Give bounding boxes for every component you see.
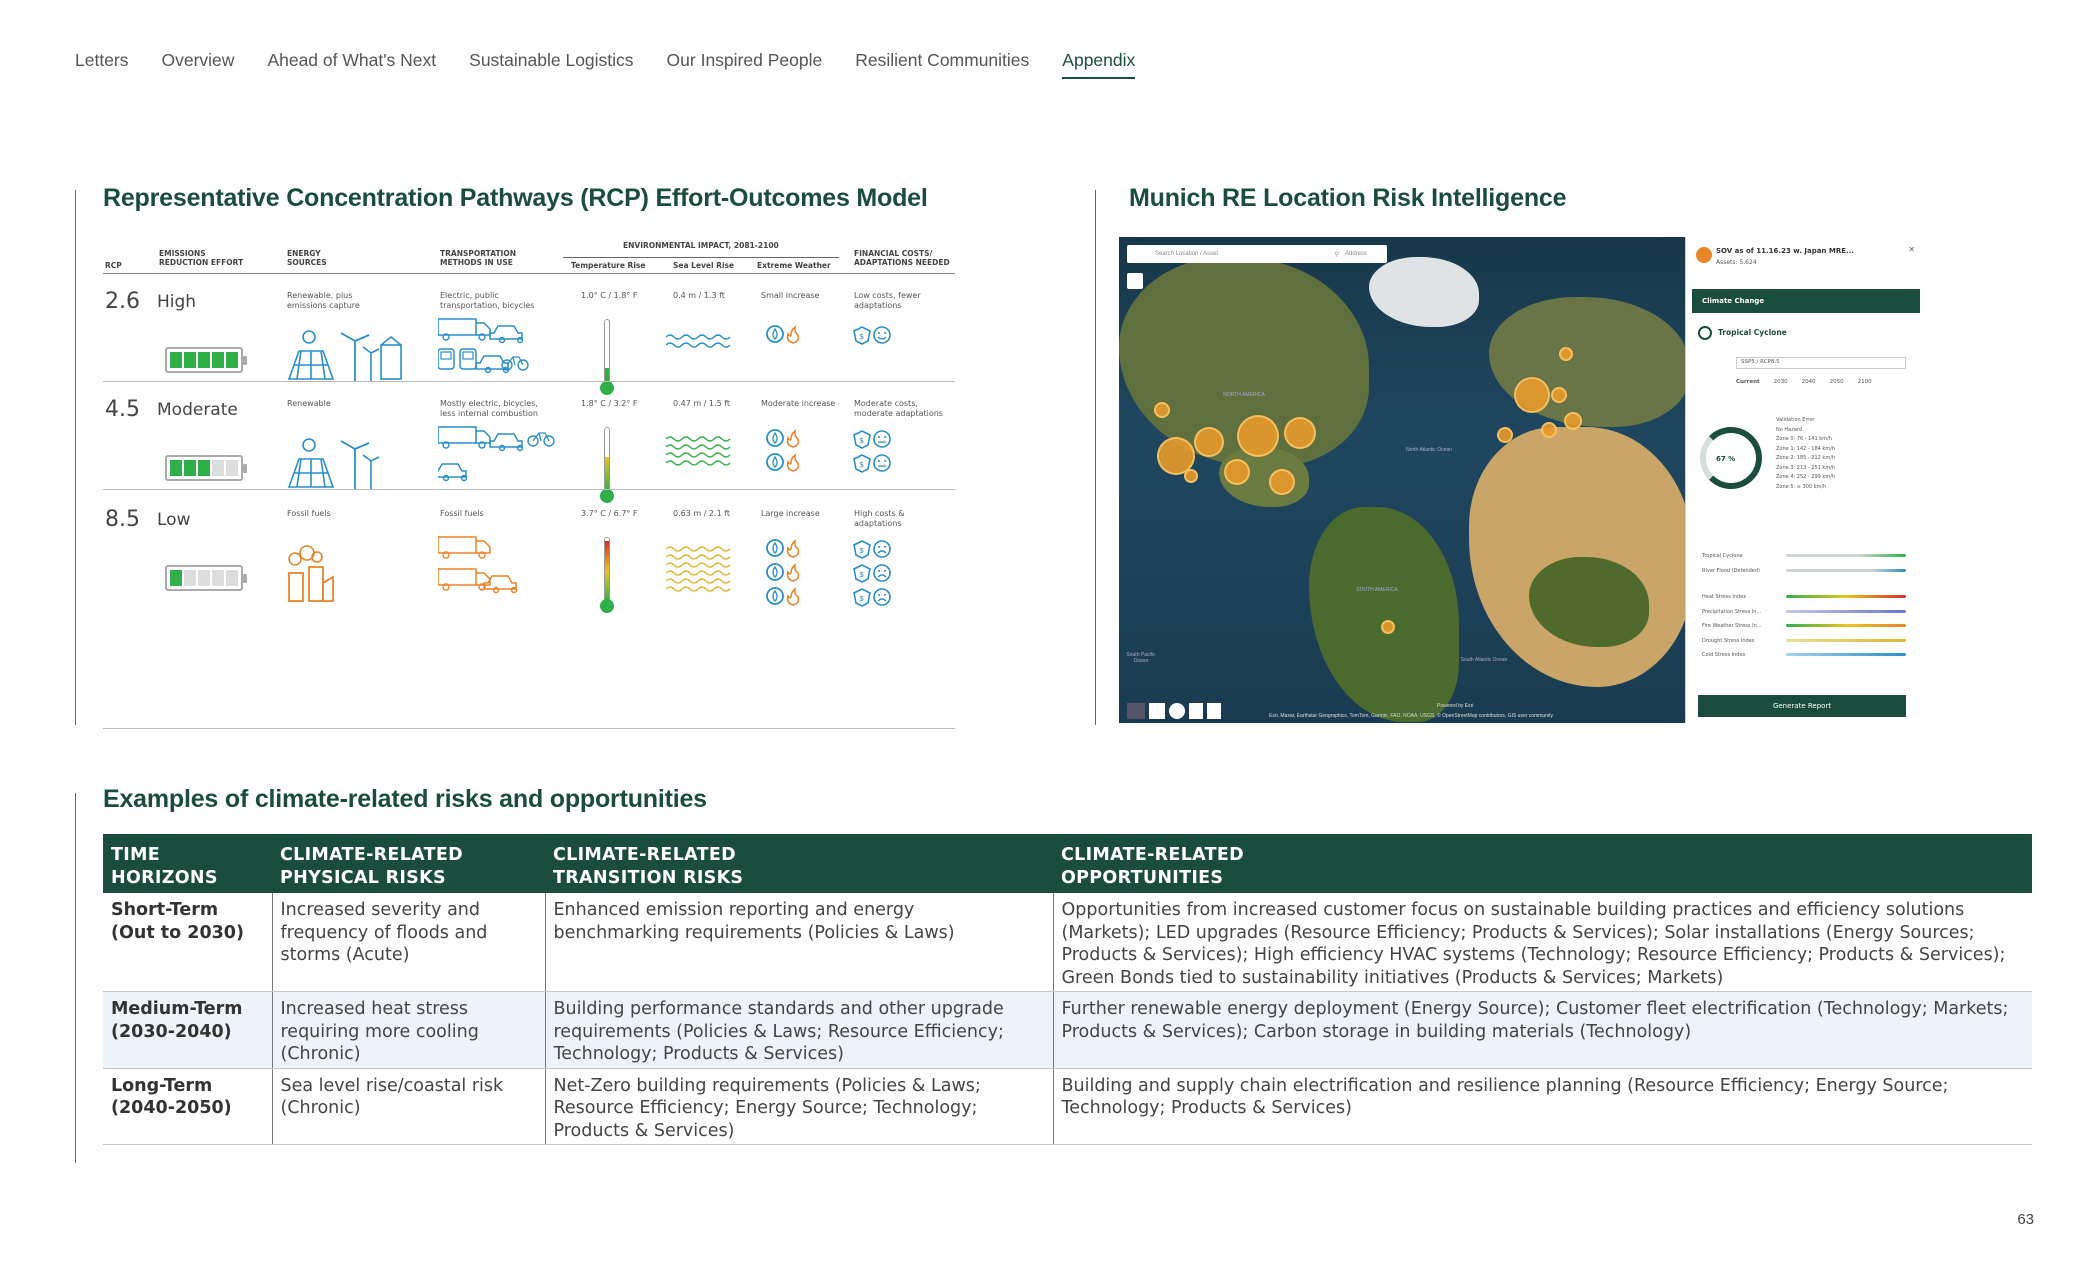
rcp-header-rcp: RCP — [105, 261, 122, 270]
rcp-weather: Large increase — [761, 509, 820, 518]
panel-donut-value: 67 % — [1716, 455, 1736, 463]
rcp-header-energy: ENERGY SOURCES — [287, 249, 327, 268]
rcp-financial: High costs & adaptations — [854, 509, 905, 529]
rcp-sea: 0.4 m / 1.3 ft — [673, 291, 725, 300]
stress-index-bar — [1786, 610, 1906, 613]
top-nav — [75, 50, 1135, 79]
weather-icons — [766, 429, 806, 485]
zone-legend-item: No Hazard — [1776, 426, 1803, 433]
zone-legend-item: Zone 0: 76 - 141 km/h — [1776, 436, 1832, 442]
rcp-header-transport: TRANSPORTATION METHODS IN USE — [440, 249, 516, 268]
panel-hazard[interactable]: Tropical Cyclone — [1718, 328, 1787, 337]
stress-index-label[interactable]: Tropical Cyclone — [1702, 553, 1743, 559]
table-header-cell: TIME HORIZONS — [103, 834, 272, 893]
cyclone-icon — [1698, 326, 1712, 340]
generate-report-button[interactable]: Generate Report — [1698, 695, 1906, 717]
rcp-effort: Low — [157, 510, 191, 530]
financial-icons — [852, 539, 896, 619]
map-attribution: Esri, Maxar, Earthstar Geographics, TomTom, Garmin, FAO, NOAA, USGS, © OpenStreetMap contributors, GIS user community — [1269, 713, 1553, 719]
panel-category[interactable]: Climate Change — [1692, 289, 1920, 313]
transport-icons — [438, 317, 560, 385]
cell-transition: Enhanced emission reporting and energy benchmarking requirements (Policies & Laws) — [545, 893, 1053, 992]
cell-horizon: Medium-Term (2030-2040) — [103, 992, 272, 1069]
stress-index-bar — [1786, 639, 1906, 642]
stress-index-label[interactable]: Precipitation Stress In... — [1702, 608, 1762, 615]
zone-legend-item: Validation Error — [1776, 417, 1815, 423]
thermometer-icon — [600, 319, 614, 395]
stress-index-bar — [1786, 554, 1906, 557]
rcp-temp: 1.8° C / 3.2° F — [581, 399, 638, 408]
waves-icon — [666, 331, 732, 357]
map-label-north-atlantic: North Atlantic Ocean — [1406, 447, 1452, 453]
section-rule-bottom — [75, 793, 76, 1163]
panel-scenario-select[interactable]: SSP5 / RCP8.5 — [1736, 357, 1906, 369]
rcp-energy: Renewable — [287, 399, 331, 408]
panel-year-tabs — [1736, 379, 1872, 385]
nav-item-our-inspired-people[interactable]: Our Inspired People — [666, 50, 823, 70]
battery-cell — [184, 460, 196, 476]
stress-index-bar — [1786, 653, 1906, 656]
map-cluster-marker[interactable] — [1381, 620, 1395, 634]
stress-index-bar — [1786, 569, 1906, 572]
rcp-value: 2.6 — [105, 289, 140, 314]
battery-cell — [212, 460, 224, 476]
rcp-sea: 0.63 m / 2.1 ft — [673, 509, 731, 518]
battery-cell — [170, 570, 182, 586]
section-rule-left — [75, 190, 76, 725]
battery-cell — [198, 352, 210, 368]
battery-cell — [212, 352, 224, 368]
rcp-header-sea: Sea Level Rise — [673, 261, 735, 270]
effort-battery — [165, 565, 243, 591]
nav-item-letters[interactable]: Letters — [75, 50, 129, 70]
map-search-icon[interactable]: ⚲ — [1334, 251, 1339, 258]
zone-legend-item: Zone 5: ≥ 300 km/h — [1776, 483, 1827, 490]
map-label-south-america: SOUTH AMERICA — [1356, 587, 1398, 593]
battery-cell — [226, 352, 238, 368]
stress-index-label[interactable]: Drought Stress Index — [1702, 637, 1755, 644]
financial-icons — [852, 429, 896, 485]
rcp-header-emissions: EMISSIONS REDUCTION EFFORT — [159, 249, 244, 268]
cell-physical: Increased severity and frequency of floods and storms (Acute) — [272, 893, 545, 992]
battery-cell — [170, 460, 182, 476]
map-cluster-marker[interactable] — [1559, 347, 1573, 361]
map-cluster-marker[interactable] — [1541, 422, 1557, 438]
map-cluster-marker[interactable] — [1154, 402, 1170, 418]
map-cluster-marker[interactable] — [1514, 377, 1550, 413]
year-tab[interactable]: 2100 — [1857, 379, 1872, 385]
map-locate-button[interactable] — [1169, 703, 1185, 719]
table-row — [103, 893, 2032, 992]
panel-close-icon[interactable]: ✕ — [1908, 245, 1915, 254]
battery-cell — [184, 352, 196, 368]
rcp-header-rule — [103, 273, 955, 274]
rcp-financial: Low costs, fewer adaptations — [854, 291, 921, 311]
page-number: 63 — [2017, 1211, 2034, 1228]
map-zoom-controls[interactable] — [1127, 703, 1221, 719]
munich-title: Munich RE Location Risk Intelligence — [1129, 184, 1567, 212]
nav-item-ahead-of-what-s-next[interactable]: Ahead of What's Next — [267, 50, 437, 70]
map-credit: Powered by Esri — [1437, 703, 1474, 709]
map-zoom-in-button[interactable] — [1207, 703, 1221, 719]
map-label-south-pacific: South Pacific Ocean — [1126, 652, 1156, 664]
battery-cell — [198, 570, 210, 586]
rcp-figure — [103, 235, 955, 715]
energy-icons — [283, 429, 405, 497]
panel-logo-icon — [1696, 247, 1712, 263]
stress-index-label[interactable]: River Flood (Defended) — [1702, 567, 1760, 574]
year-tab[interactable]: Current — [1736, 379, 1760, 385]
battery-cell — [226, 460, 238, 476]
zone-legend-item: Zone 3: 213 - 251 km/h — [1776, 464, 1836, 471]
rcp-header-env-group: ENVIRONMENTAL IMPACT, 2081-2100 — [623, 241, 779, 250]
table-header-row — [103, 834, 2032, 893]
battery-cell — [226, 570, 238, 586]
nav-item-overview[interactable]: Overview — [161, 50, 235, 70]
map-fullscreen-button[interactable] — [1149, 703, 1165, 719]
rcp-energy: Fossil fuels — [287, 509, 331, 518]
rcp-row-rule — [103, 728, 955, 729]
svg-text:$: $ — [859, 594, 865, 603]
cell-transition: Building performance standards and other upgrade requirements (Policies & Laws; Resource Efficiency; Technology; Products & Services) — [545, 992, 1053, 1069]
zone-legend-item: Zone 1: 142 - 184 km/h — [1776, 445, 1836, 452]
cell-horizon: Long-Term (2040-2050) — [103, 1068, 272, 1145]
risk-map[interactable] — [1119, 237, 1693, 723]
rcp-value: 4.5 — [105, 397, 140, 422]
panel-portfolio-title: SOV as of 11.16.23 w. Japan MRE... — [1716, 247, 1854, 255]
stress-index-bar — [1786, 595, 1906, 598]
cell-horizon: Short-Term (Out to 2030) — [103, 893, 272, 992]
svg-text:$: $ — [859, 460, 865, 469]
cell-physical: Sea level rise/coastal risk (Chronic) — [272, 1068, 545, 1145]
map-cluster-marker[interactable] — [1497, 427, 1513, 443]
map-cluster-marker[interactable] — [1564, 412, 1582, 430]
waves-icon — [666, 433, 732, 475]
table-row — [103, 1068, 2032, 1145]
svg-text:$: $ — [859, 546, 865, 555]
table-row — [103, 992, 2032, 1069]
battery-cell — [198, 460, 210, 476]
rcp-header-financial: FINANCIAL COSTS/ ADAPTATIONS NEEDED — [854, 249, 950, 268]
map-label-north-america: NORTH AMERICA — [1223, 392, 1265, 398]
map-cluster-marker[interactable] — [1269, 469, 1295, 495]
table-header-cell: CLIMATE-RELATED OPPORTUNITIES — [1053, 834, 2032, 893]
map-cluster-marker[interactable] — [1284, 417, 1316, 449]
svg-text:$: $ — [859, 332, 865, 341]
risk-side-panel — [1685, 237, 1925, 723]
map-search-input[interactable] — [1127, 245, 1387, 263]
rcp-value: 8.5 — [105, 507, 140, 532]
weather-icons — [766, 325, 806, 357]
effort-battery — [165, 455, 243, 481]
svg-text:$: $ — [859, 436, 865, 445]
rcp-financial: Moderate costs, moderate adaptations — [854, 399, 943, 419]
year-tab[interactable]: 2030 — [1773, 379, 1788, 385]
rcp-effort: Moderate — [157, 400, 238, 420]
zone-legend-item: Zone 2: 185 - 212 km/h — [1776, 455, 1836, 461]
table-header-cell: CLIMATE-RELATED PHYSICAL RISKS — [272, 834, 545, 893]
nav-item-sustainable-logistics[interactable]: Sustainable Logistics — [469, 50, 634, 70]
weather-icons — [766, 539, 806, 619]
cell-opportunities: Further renewable energy deployment (Energy Source); Customer fleet electrification (Technology; Markets; Products & Services); Carbon storage in building materials (Technology) — [1053, 992, 2032, 1069]
energy-icons — [283, 539, 353, 607]
waves-icon — [666, 543, 732, 601]
rcp-effort: High — [157, 292, 197, 312]
map-address-label[interactable]: Address — [1344, 251, 1367, 257]
map-cluster-marker[interactable] — [1194, 427, 1224, 457]
rcp-sea: 0.47 m / 1.5 ft — [673, 399, 731, 408]
climate-risks-table — [103, 834, 2032, 1145]
cell-opportunities: Building and supply chain electrification and resilience planning (Resource Efficiency; Energy Source; Technology; Products & Services) — [1053, 1068, 2032, 1145]
rcp-weather: Moderate increase — [761, 399, 836, 408]
battery-cell — [184, 570, 196, 586]
rcp-header-weather: Extreme Weather — [757, 261, 831, 270]
transport-icons — [438, 535, 560, 603]
effort-battery — [165, 347, 243, 373]
stress-index-label[interactable]: Cold Stress Index — [1702, 652, 1746, 658]
svg-text:$: $ — [859, 570, 865, 579]
map-cluster-marker[interactable] — [1184, 469, 1198, 483]
battery-cell — [212, 570, 224, 586]
stress-index-bar — [1786, 624, 1906, 627]
stress-index-label[interactable]: Fire Weather Stress In... — [1702, 623, 1762, 629]
section-rule-middle — [1095, 190, 1096, 725]
stress-index-label[interactable]: Heat Stress Index — [1702, 594, 1747, 600]
nav-item-appendix[interactable]: Appendix — [1062, 50, 1135, 79]
energy-icons — [283, 321, 405, 389]
map-collapse-button[interactable] — [1127, 273, 1143, 289]
map-search-placeholder: Search Location / Asset — [1155, 251, 1219, 257]
panel-assets: Assets: 5,624 — [1716, 259, 1757, 266]
year-tab[interactable]: 2040 — [1801, 379, 1816, 385]
transport-icons — [438, 425, 560, 493]
rcp-transport: Fossil fuels — [440, 509, 484, 518]
cell-physical: Increased heat stress requiring more cooling (Chronic) — [272, 992, 545, 1069]
thermometer-icon — [600, 537, 614, 613]
rcp-energy: Renewable, plus emissions capture — [287, 291, 360, 311]
battery-cell — [170, 352, 182, 368]
map-layers-button[interactable] — [1127, 703, 1145, 719]
financial-icons — [852, 325, 896, 357]
rcp-transport: Electric, public transportation, bicycles — [440, 291, 535, 311]
rcp-temp: 3.7° C / 6.7° F — [581, 509, 638, 518]
rcp-row-rule — [103, 381, 955, 382]
map-cluster-marker[interactable] — [1237, 415, 1279, 457]
risks-title: Examples of climate-related risks and opportunities — [103, 785, 707, 813]
rcp-weather: Small increase — [761, 291, 820, 300]
rcp-title: Representative Concentration Pathways (RCP) Effort-Outcomes Model — [103, 184, 928, 212]
env-group-rule — [563, 257, 839, 258]
rcp-temp: 1.0° C / 1.8° F — [581, 291, 638, 300]
map-label-south-atlantic: South Atlantic Ocean — [1460, 657, 1508, 663]
nav-item-resilient-communities[interactable]: Resilient Communities — [855, 50, 1030, 70]
map-cluster-marker[interactable] — [1224, 459, 1250, 485]
year-tab[interactable]: 2050 — [1829, 379, 1844, 385]
cell-opportunities: Opportunities from increased customer focus on sustainable building practices and efficiency solutions (Markets); LED upgrades (Resource Efficiency; Products & Services); Solar installations (Energy Sources; Products & Services); High efficiency HVAC systems (Technology; Resource Efficiency; Products & Services); Green Bonds tied to sustainability initiatives (Products & Services; Markets) — [1053, 893, 2032, 992]
map-cluster-marker[interactable] — [1551, 387, 1567, 403]
table-header-cell: CLIMATE-RELATED TRANSITION RISKS — [545, 834, 1053, 893]
rcp-header-temp: Temperature Rise — [571, 261, 646, 270]
rcp-transport: Mostly electric, bicycles, less internal combustion — [440, 399, 538, 419]
rcp-row-rule — [103, 489, 955, 490]
map-zoom-out-button[interactable] — [1189, 703, 1203, 719]
thermometer-icon — [600, 427, 614, 503]
cell-transition: Net-Zero building requirements (Policies & Laws; Resource Efficiency; Energy Source; Technology; Products & Services) — [545, 1068, 1053, 1145]
zone-legend-item: Zone 4: 252 - 299 km/h — [1776, 474, 1836, 480]
